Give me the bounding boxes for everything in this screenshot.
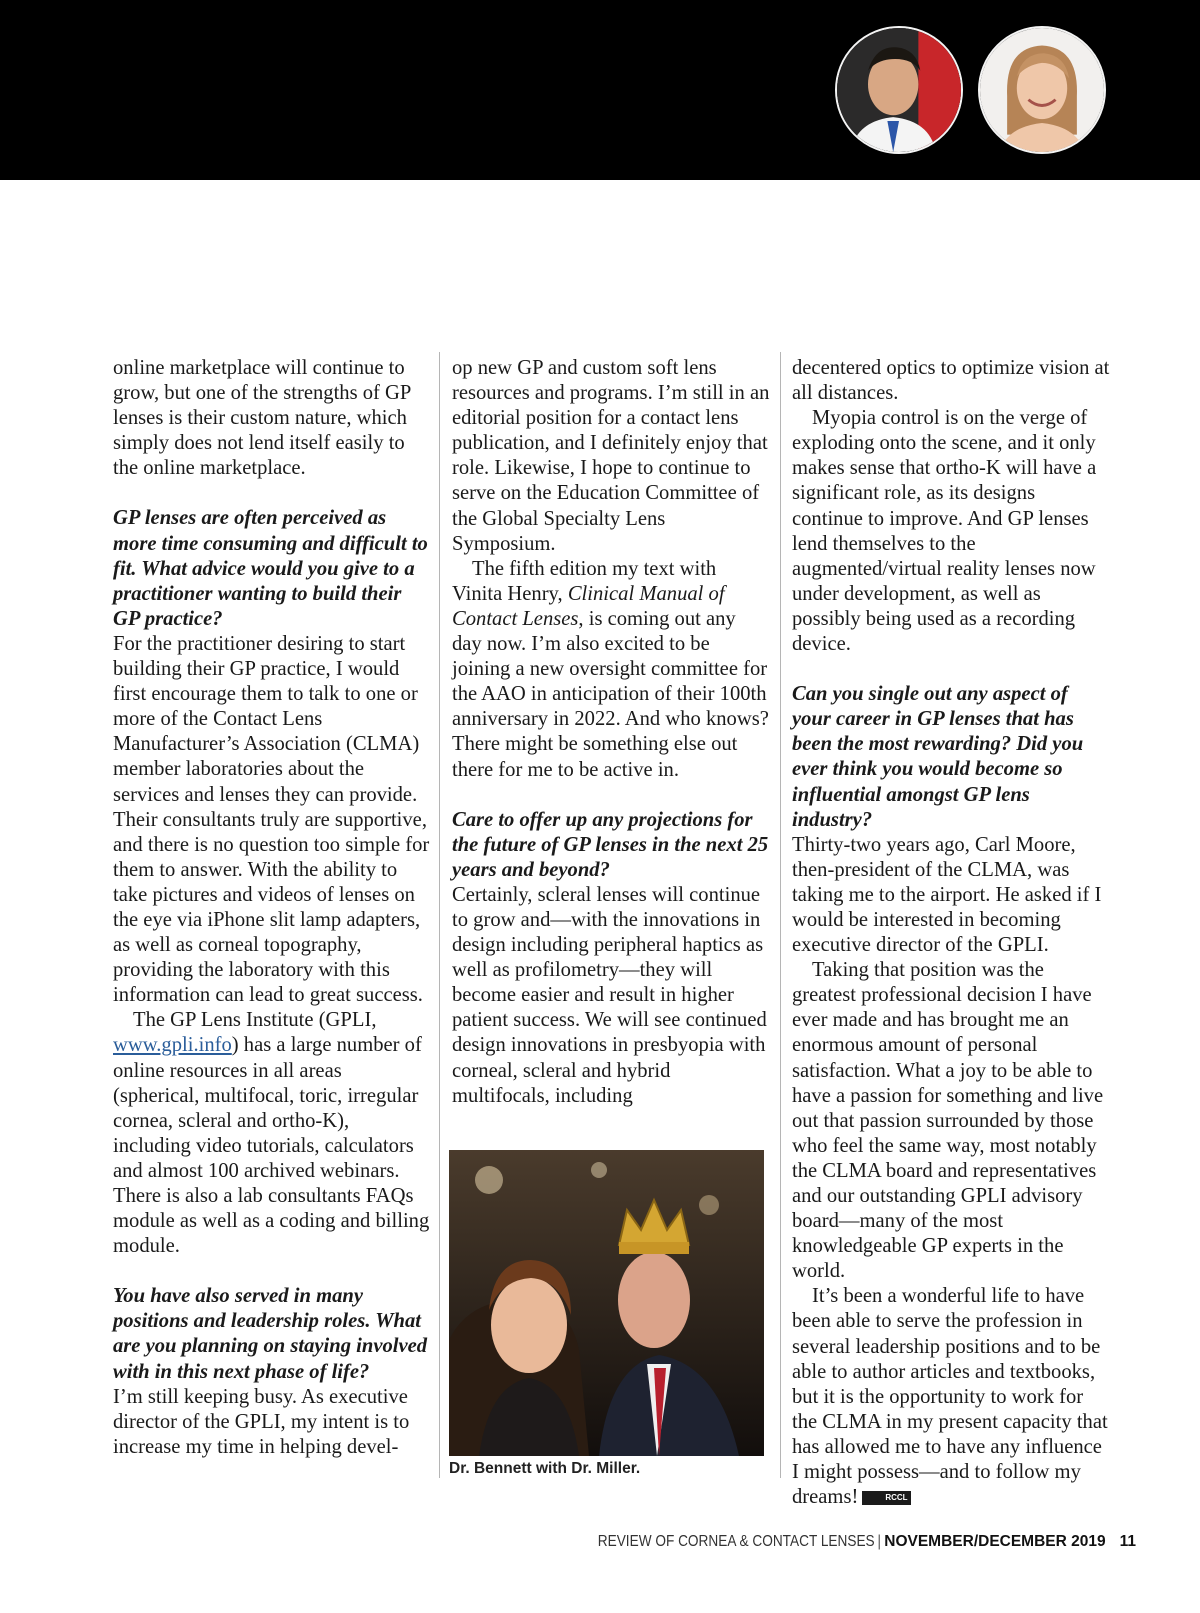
paragraph: Certainly, scleral lenses will continue to grow and—with the innovations in design including peripheral haptics as well as profilometry—they will become easier and result in higher patient success. We will see continued design innovations in presbyopia with corneal, scleral and hybrid multifocals, including	[452, 883, 767, 1107]
paragraph: Thirty-two years ago, Carl Moore, then-president of the CLMA, was taking me to the airport. He asked if I would be interested in becoming executive director of the GPLI.	[792, 833, 1102, 957]
paragraph	[452, 557, 770, 783]
interview-question: Care to offer up any projections for the future of GP lenses in the next 25 years and beyond?	[452, 808, 769, 881]
paragraph	[792, 1284, 1110, 1510]
author-portrait-woman	[978, 26, 1106, 154]
column-divider	[780, 352, 781, 1478]
interview-question: GP lenses are often perceived as more time consuming and difficult to fit. What advice would you give to a practitioner wanting to build their GP practice?	[113, 507, 428, 630]
header-band	[0, 0, 1200, 180]
paragraph-text: ) has a large number of online resources in all areas (spherical, multifocal, toric, irregular cornea, scleral and ortho-K), including video tutorials, calculators and almost 100 archived webinars. There is also a lab consultants FAQs module as well as a coding and billing module.	[113, 1034, 430, 1258]
article-column-2	[452, 356, 770, 1109]
paragraph: For the practitioner desiring to start building their GP practice, I would first encourage them to talk to one or more of the Contact Lens Manufacturer’s Association (CLMA) member laboratories about the services and lenses they can provide. Their consultants truly are supportive, and there is no question too simple for them to answer. With the ability to take pictures and videos of lenses on the eye via iPhone slit lamp adapters, as well as corneal topography, providing the laboratory with this information can lead to great success.	[113, 632, 430, 1007]
book-title: Clinical Manual of Contact Lenses	[452, 582, 725, 630]
paragraph	[113, 1008, 431, 1259]
paragraph: op new GP and custom soft lens resources and programs. I’m still in an editorial position for a contact lens publication, and I definitely enjoy that role. Likewise, I hope to continue to serve on the Education Committee of the Global Specialty Lens Symposium.	[452, 357, 770, 555]
paragraph: online marketplace will continue to grow, but one of the strengths of GP lenses is their custom nature, which simply does not lend itself easily to the online marketplace.	[113, 357, 411, 480]
photo-bennett-miller	[449, 1150, 764, 1456]
gpli-website-link[interactable]: www.gpli.info	[113, 1034, 232, 1057]
issue-date: NOVEMBER/DECEMBER 2019	[884, 1533, 1106, 1550]
interview-question: Can you single out any aspect of your career in GP lenses that has been the most rewarding? Did you ever think you would become so influential amongst GP lens industry?	[792, 683, 1084, 831]
column-divider	[439, 352, 440, 1478]
article-column-3	[792, 356, 1110, 1510]
end-mark-logo: RCCL	[862, 1491, 910, 1505]
paragraph-text: The GP Lens Institute (GPLI,	[133, 1009, 377, 1032]
paragraph-text: It’s been a wonderful life to have been able to serve the profession in several leadership positions and to be able to author articles and textbooks, but it is the opportunity to work for the CLMA in my present capacity that has allowed me to have any influence I might possess—and to follow my dreams!	[792, 1285, 1108, 1509]
portrait-man-icon	[837, 28, 961, 152]
photo-caption: Dr. Bennett with Dr. Miller.	[449, 1460, 641, 1477]
author-portrait-man	[835, 26, 963, 154]
paragraph-text: The fifth edition my text with Vinita Henry,	[452, 557, 717, 605]
interview-question: You have also served in many positions and leadership roles. What are you planning on staying involved with in this next phase of life?	[113, 1285, 428, 1383]
article-column-1	[113, 356, 431, 1460]
paragraph: Taking that position was the greatest professional decision I have ever made and has brought me an enormous amount of personal satisfaction. What a joy to be able to have a passion for something and live out that passion surrounded by those who feel the same way, most notably the CLMA board and representatives and our outstanding GPLI advisory board—many of the most knowledgeable GP experts in the world.	[792, 959, 1104, 1283]
paragraph: decentered optics to optimize vision at all distances.	[792, 357, 1110, 405]
paragraph-text: , is coming out any day now. I’m also excited to be joining a new oversight committee for the AAO in anticipation of their 100th anniversary in 2022. And who knows? There might be something else out there for me to be active in.	[452, 607, 769, 781]
paragraph: I’m still keeping busy. As executive director of the GPLI, my intent is to increase my time in helping devel-	[113, 1385, 410, 1458]
publication-name: REVIEW OF CORNEA & CONTACT LENSES	[597, 1533, 875, 1550]
photo-image	[449, 1150, 764, 1456]
paragraph: Myopia control is on the verge of exploding onto the scene, and it only makes sense that ortho-K will have a significant role, as its designs continue to improve. And GP lenses lend themselves to the augmented/virtual reality lenses now under development, as well as possibly being used as a recording device.	[792, 407, 1097, 656]
page-number: 11	[1119, 1533, 1136, 1550]
portrait-woman-icon	[980, 28, 1104, 152]
footer-separator: |	[877, 1533, 882, 1550]
page-footer	[560, 1533, 1136, 1551]
